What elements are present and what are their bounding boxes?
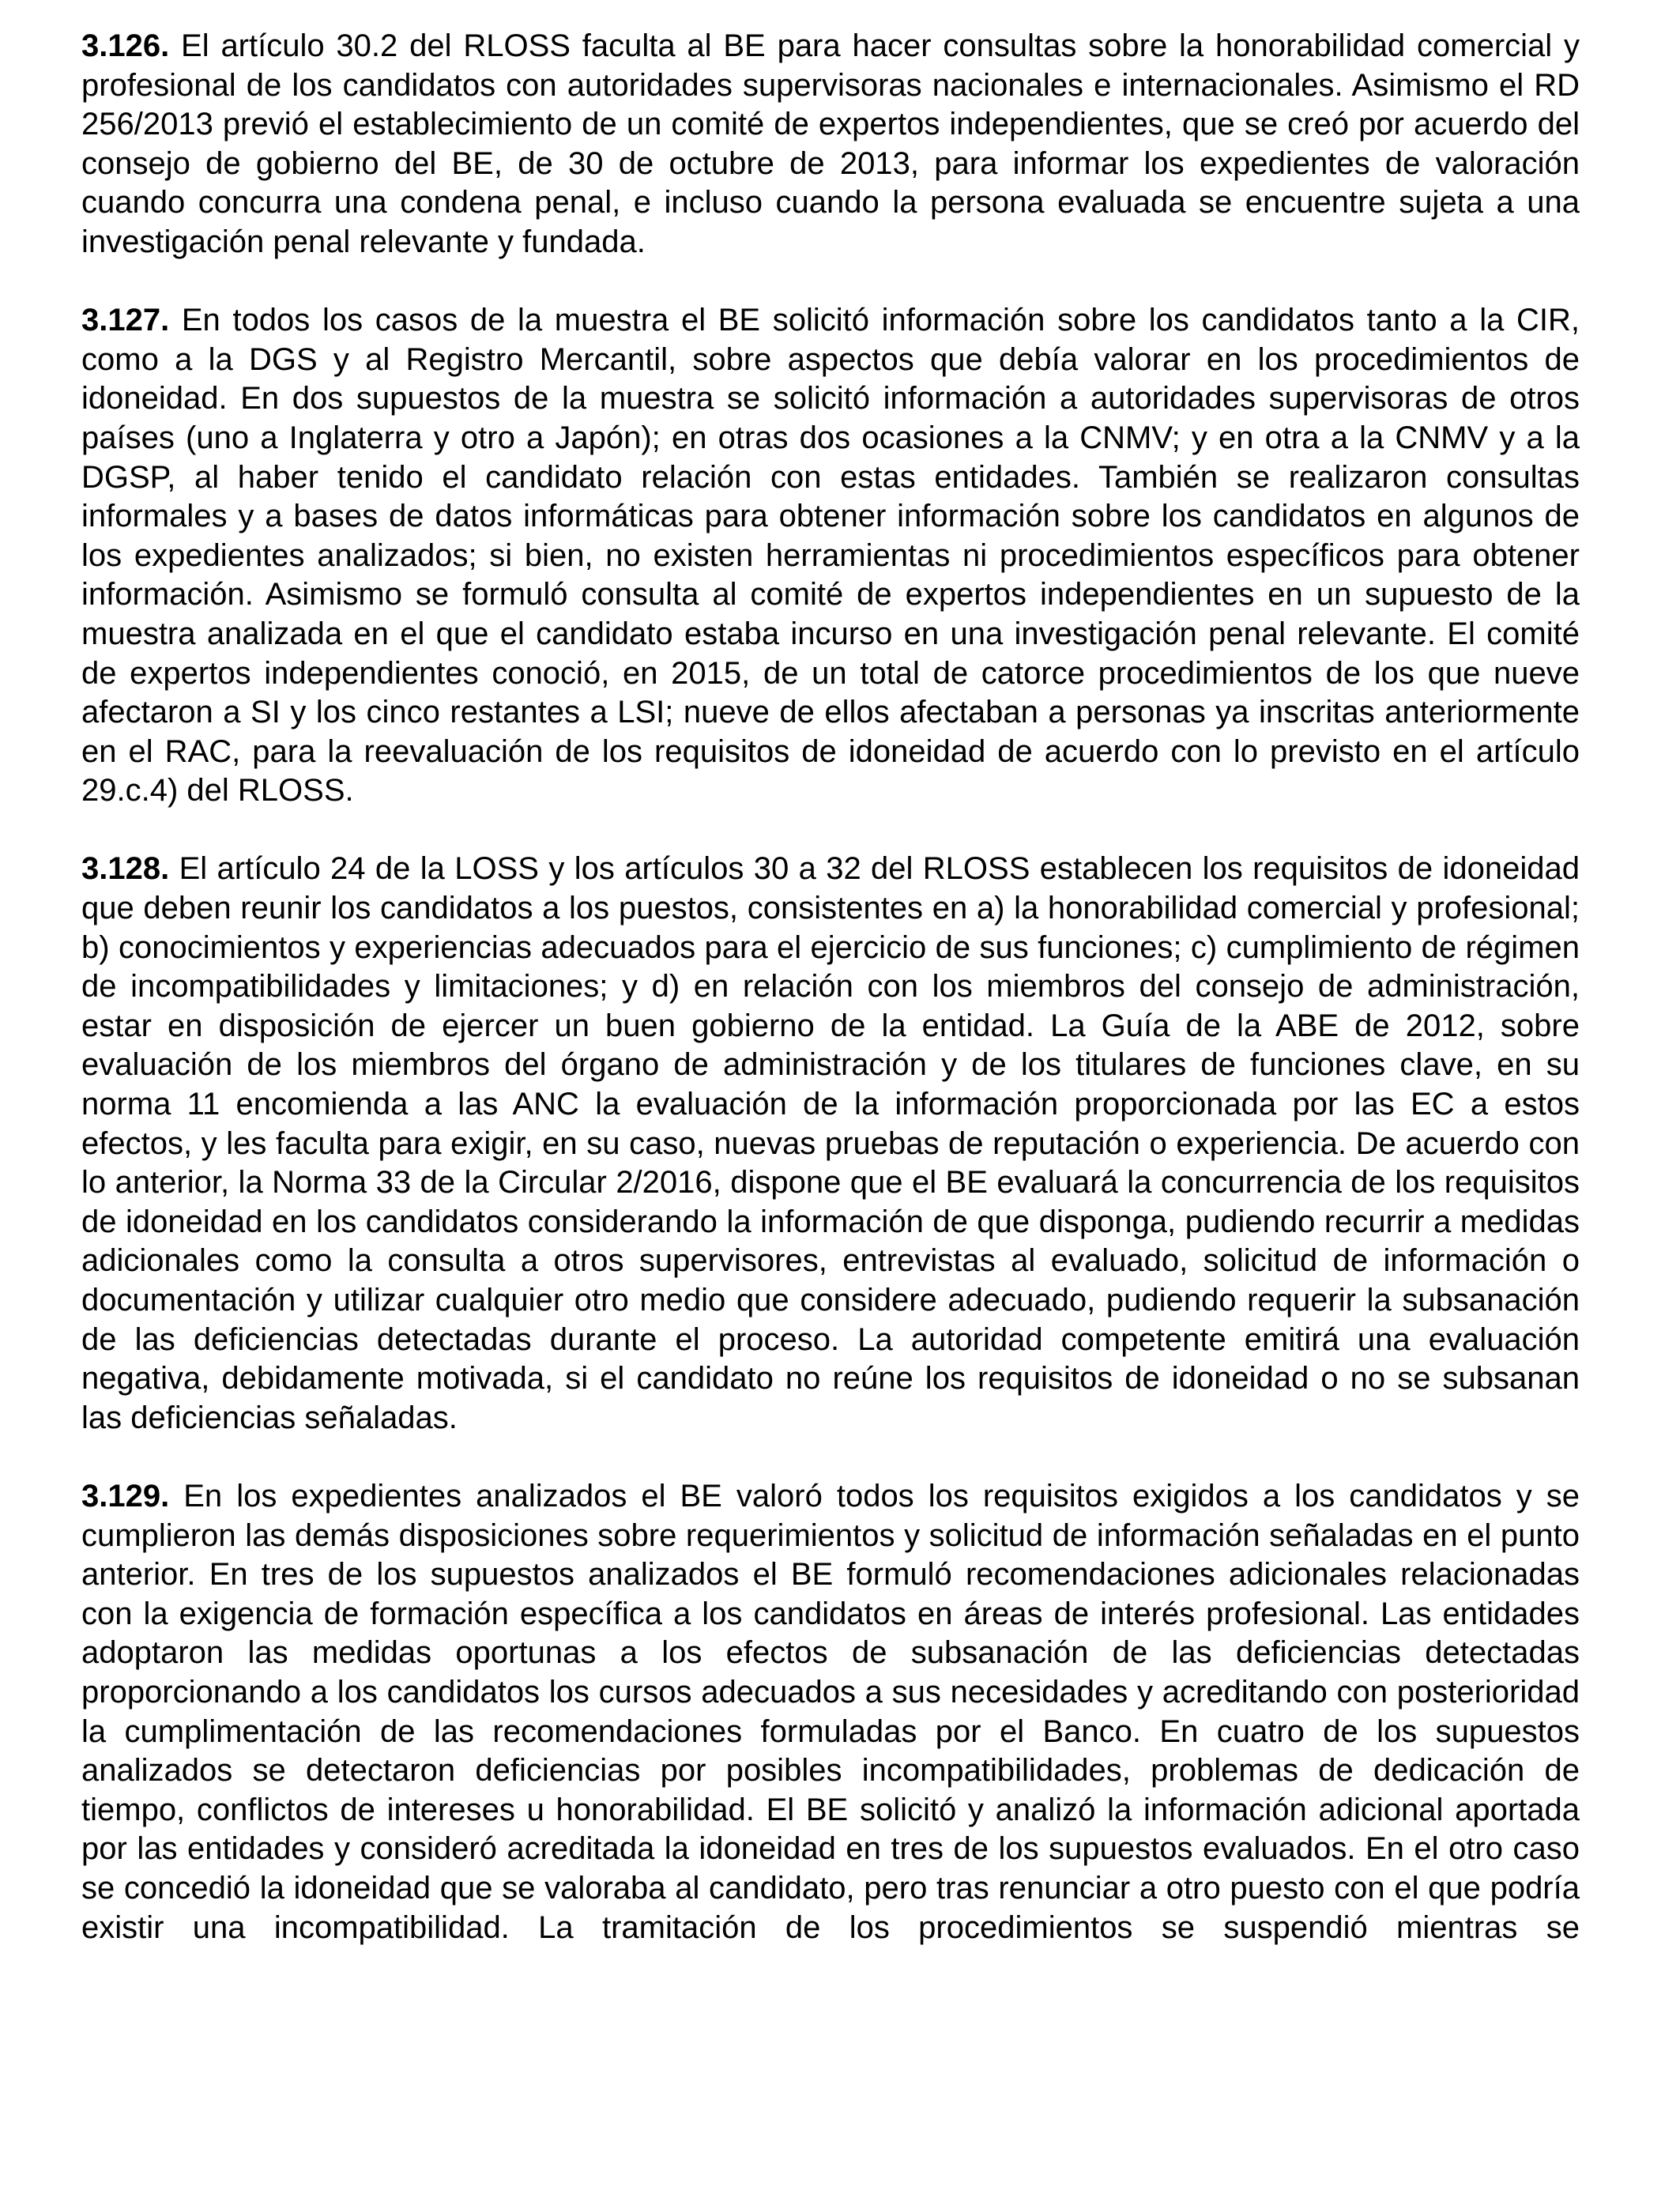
paragraph-3-129 bbox=[81, 1477, 1580, 1947]
paragraph-3-126 bbox=[81, 27, 1580, 262]
paragraph-text: En los expedientes analizados el BE valoró todos los requisitos exigidos a los candidatos y se cumplieron las demás disposiciones sobre requerimientos y solicitud de información señaladas en el punto anterior. En tres de los supuestos analizados el BE formuló recomendaciones adicionales relacionadas con la exigencia de formación específica a los candidatos en áreas de interés profesional. Las entidades adoptaron las medidas oportunas a los efectos de subsanación de las deficiencias detectadas proporcionando a los candidatos los cursos adecuados a sus necesidades y acreditando con posterioridad la cumplimentación de las recomendaciones formuladas por el Banco. En cuatro de los supuestos analizados se detectaron deficiencias por posibles incompatibilidades, problemas de dedicación de tiempo, conflictos de intereses u honorabilidad. El BE solicitó y analizó la información adicional aportada por las entidades y consideró acreditada la idoneidad en tres de los supuestos evaluados. En el otro caso se concedió la idoneidad que se valoraba al candidato, pero tras renunciar a otro puesto con el que podría existir una incompatibilidad. La tramitación de los procedimientos se suspendió mientras se bbox=[81, 1478, 1580, 1945]
document-page bbox=[81, 27, 1580, 1947]
paragraph-3-127 bbox=[81, 301, 1580, 811]
paragraph-text: El artículo 24 de la LOSS y los artículos 30 a 32 del RLOSS establecen los requisitos de idoneidad que deben reunir los candidatos a los puestos, consistentes en a) la honorabilidad comercial y profesional; b) conocimientos y experiencias adecuados para el ejercicio de sus funciones; c) cumplimiento de régimen de incompatibilidades y limitaciones; y d) en relación con los miembros del consejo de administración, estar en disposición de ejercer un buen gobierno de la entidad. La Guía de la ABE de 2012, sobre evaluación de los miembros del órgano de administración y de los titulares de funciones clave, en su norma 11 encomienda a las ANC la evaluación de la información proporcionada por las EC a estos efectos, y les faculta para exigir, en su caso, nuevas pruebas de reputación o experiencia. De acuerdo con lo anterior, la Norma 33 de la Circular 2/2016, dispone que el BE evaluará la concurrencia de los requisitos de idoneidad en los candidatos considerando la información de que disponga, pudiendo recurrir a medidas adicionales como la consulta a otros supervisores, entrevistas al evaluado, solicitud de información o documentación y utilizar cualquier otro medio que considere adecuado, pudiendo requerir la subsanación de las deficiencias detectadas durante el proceso. La autoridad competente emitirá una evaluación negativa, debidamente motivada, si el candidato no reúne los requisitos de idoneidad o no se subsanan las deficiencias señaladas. bbox=[81, 851, 1580, 1435]
paragraph-3-128 bbox=[81, 850, 1580, 1438]
paragraph-text: En todos los casos de la muestra el BE solicitó información sobre los candidatos tanto a la CIR, como a la DGS y al Registro Mercantil, sobre aspectos que debía valorar en los procedimientos de idoneidad. En dos supuestos de la muestra se solicitó información a autoridades supervisoras de otros países (uno a Inglaterra y otro a Japón); en otras dos ocasiones a la CNMV; y en otra a la CNMV y a la DGSP, al haber tenido el candidato relación con estas entidades. También se realizaron consultas informales y a bases de datos informáticas para obtener información sobre los candidatos en algunos de los expedientes analizados; si bien, no existen herramientas ni procedimientos específicos para obtener información. Asimismo se formuló consulta al comité de expertos independientes en un supuesto de la muestra analizada en el que el candidato estaba incurso en una investigación penal relevante. El comité de expertos independientes conoció, en 2015, de un total de catorce procedimientos de los que nueve afectaron a SI y los cinco restantes a LSI; nueve de ellos afectaban a personas ya inscritas anteriormente en el RAC, para la reevaluación de los requisitos de idoneidad de acuerdo con lo previsto en el artículo 29.c.4) del RLOSS. bbox=[81, 303, 1580, 809]
paragraph-text: El artículo 30.2 del RLOSS faculta al BE para hacer consultas sobre la honorabilidad comercial y profesional de los candidatos con autoridades supervisoras nacionales e internacionales. Asimismo el RD 256/2013 previó el establecimiento de un comité de expertos independientes, que se creó por acuerdo del consejo de gobierno del BE, de 30 de octubre de 2013, para informar los expedientes de valoración cuando concurra una condena penal, e incluso cuando la persona evaluada se encuentre sujeta a una investigación penal relevante y fundada. bbox=[81, 28, 1580, 259]
paragraph-number: 3.129. bbox=[81, 1478, 170, 1514]
paragraph-number: 3.126. bbox=[81, 28, 170, 63]
paragraph-number: 3.127. bbox=[81, 303, 170, 338]
paragraph-number: 3.128. bbox=[81, 851, 170, 887]
